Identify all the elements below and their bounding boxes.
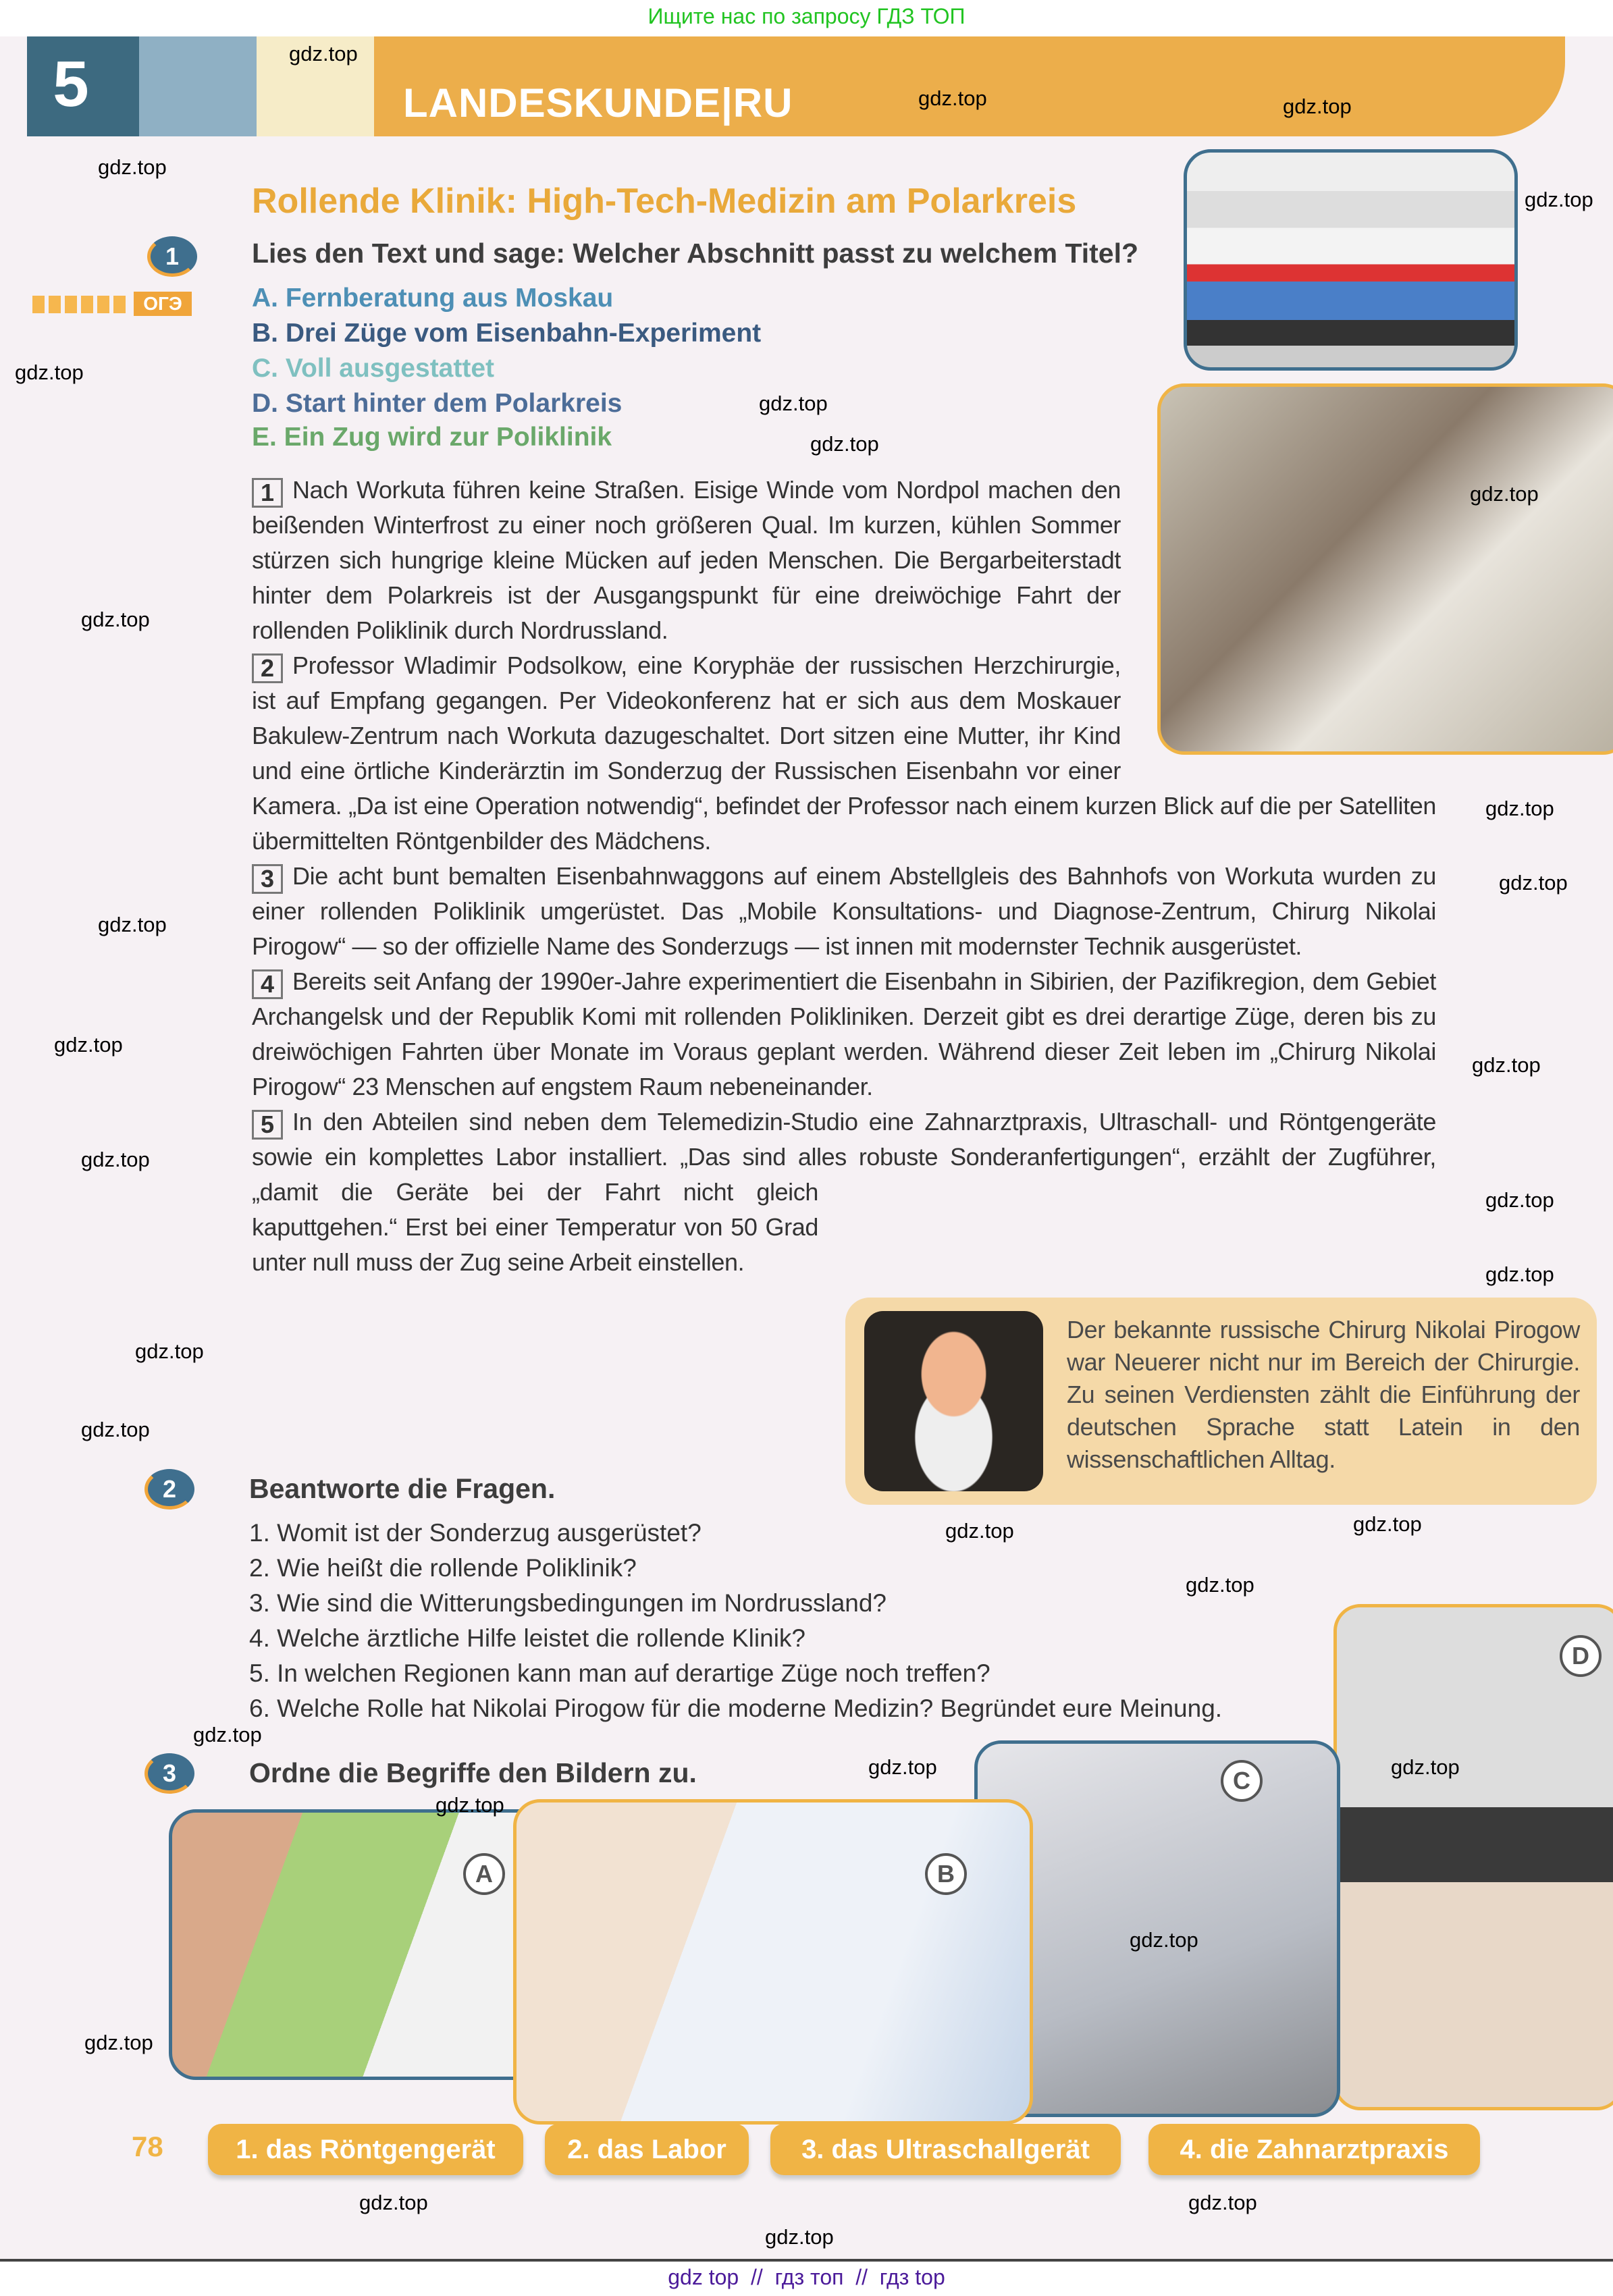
watermark: gdz.top [289, 42, 358, 65]
task3-heading: Ordne die Begriffe den Bildern zu. [249, 1757, 697, 1788]
paragraph-text: Nach Workuta führen keine Straßen. Eisige Winde vom Nordpol machen den beißenden Winterfrost zu einer noch größeren Qual. Im kurzen, kühlen Sommer stürzen sich hungrige kleine Mücken auf jeden Menschen. Die Bergarbeiterstadt hinter dem Polarkreis ist der Ausgangspunkt für eine dreiwöchige Fahrt der rollenden Poliklinik durch Nordrussland. [252, 476, 1121, 644]
pirogov-portrait [864, 1311, 1043, 1491]
oge-label: ОГЭ [134, 292, 192, 316]
watermark: gdz.top [15, 361, 84, 384]
watermark: gdz.top [84, 2031, 153, 2054]
question: 5. In welchen Regionen kann man auf derartige Züge noch treffen? [249, 1659, 990, 1687]
watermark: gdz.top [193, 1723, 262, 1746]
paragraph-number: 2 [252, 653, 283, 683]
page-edge [0, 2259, 1613, 2262]
option-a: A. Fernberatung aus Moskau [252, 284, 614, 313]
watermark: gdz.top [135, 1339, 204, 1363]
watermark: gdz.top [868, 1755, 937, 1779]
photo-label-b: B [925, 1853, 967, 1895]
watermark: gdz.top [54, 1033, 123, 1057]
watermark: gdz.top [435, 1793, 504, 1817]
photo-label-d: D [1560, 1635, 1602, 1677]
task-number-1: 1 [147, 236, 197, 277]
task2-heading: Beantworte die Fragen. [249, 1473, 556, 1504]
photo-label-a: A [463, 1853, 505, 1895]
question: 1. Womit ist der Sonderzug ausgerüstet? [249, 1519, 702, 1547]
watermark: gdz.top [1485, 797, 1554, 820]
watermark: gdz.top [1188, 2191, 1257, 2214]
paragraph-text: Professor Wladimir Podsolkow, eine Koryphäe der russischen Herzchirurgie, ist auf Empfang gegangen. Per Videokonferenz hat er sich aus dem Moskauer Bakulew-Zentrum nach Workuta dazugeschaltet. Dort sitzen eine Mutter, ihr Kind und eine örtliche Kinderärztin im Sonderzug der Russischen Eisenbahn vor einer Kamera. „Da ist eine Operation notwendig“, befindet der Professor nach einem kurzen Blick auf die per Satelliten übermittelten Röntgenbilder des Mädchens. [252, 651, 1436, 855]
option-c: C. Voll ausgestattet [252, 354, 495, 383]
question: 2. Wie heißt die rollende Poliklinik? [249, 1554, 637, 1582]
task1-instruction: Lies den Text und sage: Welcher Abschnitt passt zu welchem Titel? [252, 238, 1139, 269]
option-b: B. Drei Züge vom Eisenbahn-Experiment [252, 319, 762, 348]
watermark: gdz.top [1283, 95, 1352, 118]
watermark: gdz.top [81, 1418, 150, 1441]
watermark: gdz.top [98, 913, 167, 936]
pirogov-infobox [845, 1298, 1597, 1505]
watermark: gdz.top [1353, 1512, 1422, 1536]
page-number: 78 [132, 2131, 163, 2162]
watermark: gdz.top [81, 1148, 150, 1171]
watermark: gdz.top [359, 2191, 428, 2214]
section-title: LANDESKUNDE|RU [403, 80, 793, 126]
photo-label-c: C [1221, 1760, 1263, 1802]
paragraph-number: 5 [252, 1110, 283, 1140]
question: 4. Welche ärztliche Hilfe leistet die rollende Klinik? [249, 1624, 805, 1652]
watermark: gdz.top [765, 2225, 834, 2249]
paragraph-number: 4 [252, 969, 283, 999]
paragraph-number: 3 [252, 864, 283, 894]
term-3: 3. das Ultraschallgerät [770, 2124, 1121, 2175]
photo-d-ultrasound [1333, 1604, 1613, 2110]
option-e: E. Ein Zug wird zur Poliklinik [252, 423, 612, 452]
oge-badge [32, 292, 194, 316]
question: 3. Wie sind die Witterungsbedingungen im Nordrussland? [249, 1589, 887, 1617]
term-4: 4. die Zahnarztpraxis [1148, 2124, 1480, 2175]
search-banner: Ищите нас по запросу ГДЗ ТОП [647, 4, 966, 28]
watermark: gdz.top [810, 432, 879, 456]
watermark: gdz.top [1130, 1928, 1198, 1952]
page-title: Rollende Klinik: High-Tech-Medizin am Polarkreis [252, 182, 1077, 221]
watermark: gdz.top [98, 155, 167, 179]
watermark: gdz.top [945, 1519, 1014, 1543]
paragraph-text: Die acht bunt bemalten Eisenbahnwaggons auf einem Abstellgleis des Bahnhofs von Workuta wurden zu einer rollenden Poliklinik umgerüstet. Das „Mobile Konsultations- und Diagnose-Zentrum, Chirurg Nikolai Pirogow“ — so der offizielle Name des Sonderzugs — ist innen mit modernster Technik ausgerüstet. [252, 862, 1436, 960]
question: 6. Welche Rolle hat Nikolai Pirogow für die moderne Medizin? Begründet eure Meinung. [249, 1694, 1223, 1722]
paragraph-3 [252, 859, 1436, 964]
chapter-number: 5 [53, 48, 89, 120]
header-stripe [139, 36, 257, 136]
watermark: gdz.top [918, 86, 987, 110]
paragraph-4 [252, 964, 1436, 1104]
footer-watermark: gdz top // гдз топ // гдз top [668, 2265, 945, 2289]
option-d: D. Start hinter dem Polarkreis [252, 389, 623, 418]
term-2: 2. das Labor [545, 2124, 749, 2175]
watermark: gdz.top [1186, 1573, 1254, 1597]
paragraph-text: Bereits seit Anfang der 1990er-Jahre experimentiert die Eisenbahn in Sibirien, der Pazifikregion, dem Gebiet Archangelsk und der Republik Komi mit rollenden Polikliniken. Derzeit gibt es drei derartige Züge, deren bis zu dreiwöchigen Fahrten über Monate im Voraus geplant werden. Während dieser Zeit leben im „Chirurg Nikolai Pirogow“ 23 Menschen auf engstem Raum nebeneinander. [252, 967, 1436, 1100]
photo-b-lab [513, 1799, 1033, 2125]
watermark: gdz.top [1525, 188, 1593, 211]
watermark: gdz.top [759, 392, 828, 415]
watermark: gdz.top [1391, 1755, 1460, 1779]
task-number-2: 2 [144, 1469, 194, 1510]
watermark: gdz.top [1485, 1188, 1554, 1212]
watermark: gdz.top [1472, 1053, 1541, 1077]
watermark: gdz.top [1499, 871, 1568, 895]
train-photo [1184, 149, 1518, 371]
term-1: 1. das Röntgengerät [208, 2124, 523, 2175]
watermark: gdz.top [1470, 482, 1539, 506]
watermark: gdz.top [81, 608, 150, 631]
watermark: gdz.top [1485, 1262, 1554, 1286]
infobox-text: Der bekannte russische Chirurg Nikolai Pirogow war Neuerer nicht nur im Bereich der Chirurgie. Zu seinen Verdiensten zählt die Einführung der deutschen Sprache statt Latein in den wissenschaftlichen Alltag. [1067, 1316, 1580, 1473]
paragraph-number: 1 [252, 478, 283, 508]
article-text [252, 473, 1436, 1397]
paragraph-text: In den Abteilen sind neben dem Telemedizin-Studio eine Zahnarztpraxis, Ultraschall- und Röntgengeräte sowie ein komplettes Labor installiert. „Das sind alles robuste Sonderanfertigungen“, erzählt der Zugführer, „damit die Geräte bei der Fahrt nicht gleich kaputtgehen.“ Erst bei einer Temperatur von 50 Grad unter null muss der Zug seine Arbeit einstellen. [252, 1108, 1436, 1276]
task-number-3: 3 [144, 1753, 194, 1794]
